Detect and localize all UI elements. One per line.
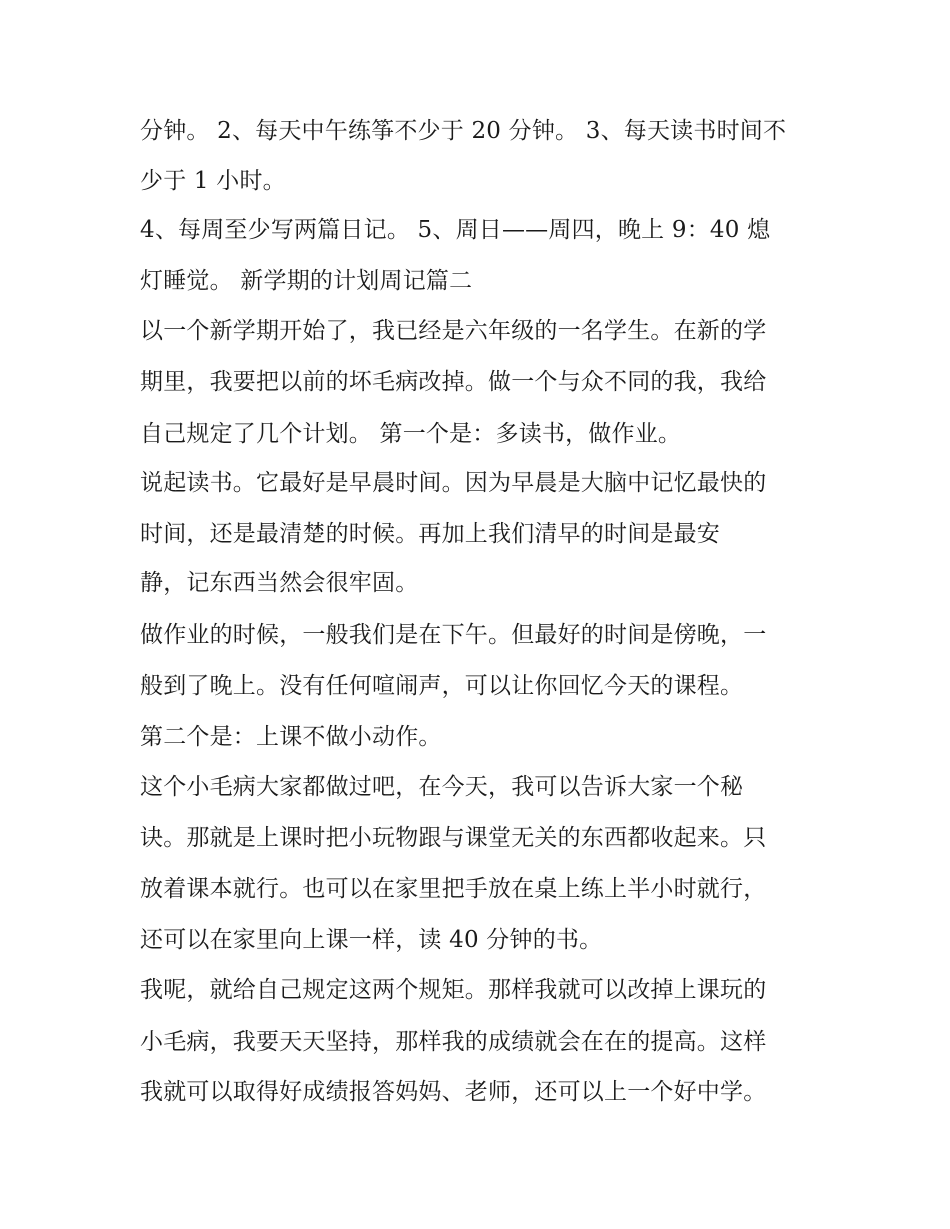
text-line: 我就可以取得好成绩报答妈妈、老师，还可以上一个好中学。: [140, 1079, 767, 1105]
text-line: 以一个新学期开始了，我已经是六年级的一名学生。在新的学: [140, 318, 767, 344]
text-line: 这个小毛病大家都做过吧，在今天，我可以告诉大家一个秘: [140, 774, 744, 800]
text-line: 时间，还是最清楚的时候。再加上我们清早的时间是最安: [140, 521, 720, 547]
text-line: 4、每周至少写两篇日记。 5、周日——周四，晚上 9：40 熄: [140, 217, 771, 243]
text-line: 少于 1 小时。: [140, 168, 286, 194]
text-line: 第二个是：上课不做小动作。: [140, 724, 442, 750]
text-line: 做作业的时候，一般我们是在下午。但最好的时间是傍晚，一: [140, 622, 767, 648]
text-line: 说起读书。它最好是早晨时间。因为早晨是大脑中记忆最快的: [140, 470, 767, 496]
text-line: 分钟。 2、每天中午练筝不少于 20 分钟。 3、每天读书时间不: [140, 118, 787, 144]
text-line: 自己规定了几个计划。 第一个是：多读书，做作业。: [140, 421, 682, 447]
text-line: 放着课本就行。也可以在家里把手放在桌上练上半小时就行，: [140, 876, 767, 902]
text-line: 灯睡觉。 新学期的计划周记篇二: [140, 268, 473, 294]
text-line: 静，记东西当然会很牢固。: [140, 570, 419, 596]
text-line: 般到了晚上。没有任何喧闹声，可以让你回忆今天的课程。: [140, 673, 744, 699]
text-line: 还可以在家里向上课一样，读 40 分钟的书。: [140, 927, 603, 953]
text-line: 小毛病，我要天天坚持，那样我的成绩就会在在的提高。这样: [140, 1029, 767, 1055]
text-line: 诀。那就是上课时把小玩物跟与课堂无关的东西都收起来。只: [140, 825, 767, 851]
text-line: 期里，我要把以前的坏毛病改掉。做一个与众不同的我，我给: [140, 369, 767, 395]
text-line: 我呢，就给自己规定这两个规矩。那样我就可以改掉上课玩的: [140, 977, 767, 1003]
